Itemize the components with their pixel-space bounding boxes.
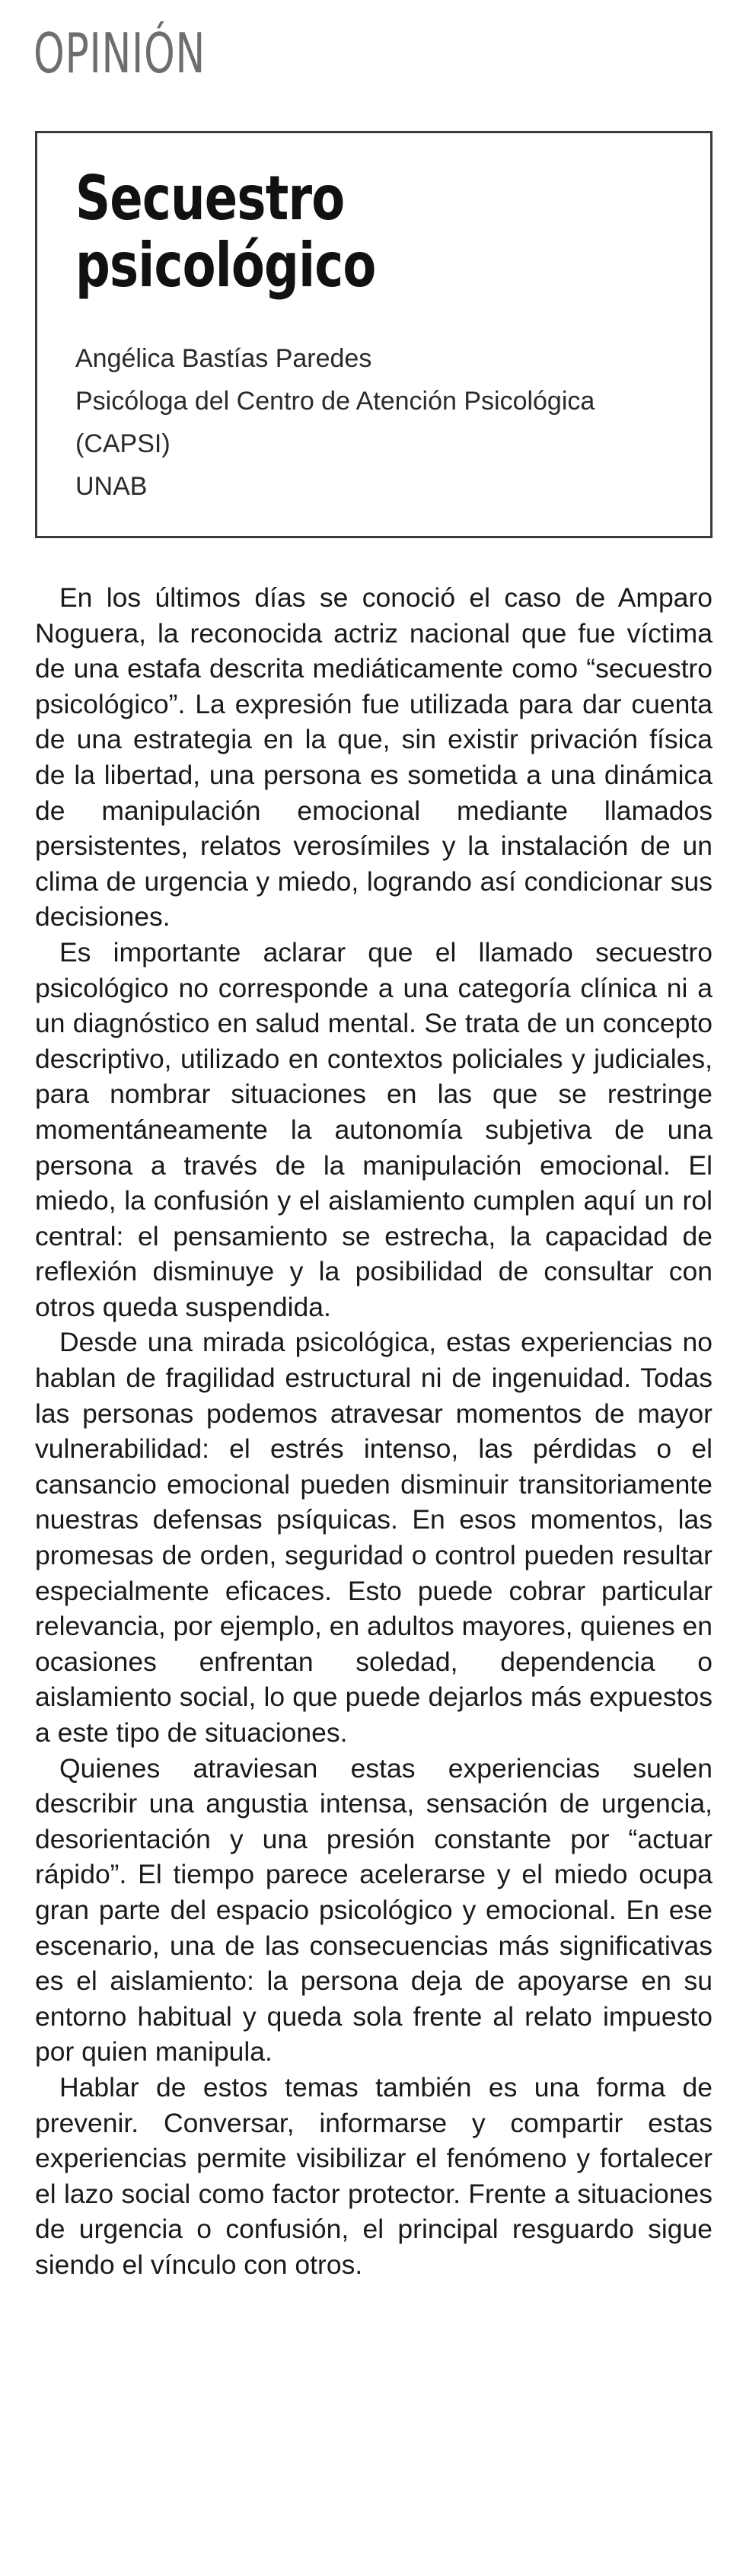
author-institution: UNAB xyxy=(75,472,148,501)
article-paragraph: Quienes atraviesan estas experiencias suelen describir una angustia intensa, sensación de urgencia, desorientación y una presión constante por “actuar rápido”. El tiempo parece acelerarse y el miedo ocupa gran parte del espacio psicológico y emocional. En ese escenario, una de las consecuencias más significativas es el aislamiento: la persona deja de apoyarse en su entorno habitual y queda sola frente al relato impuesto por quien manipula. xyxy=(35,1752,713,2067)
article-paragraph: Hablar de estos temas también es una forma de prevenir. Conversar, informarse y compartir estas experiencias permite visibilizar el fenómeno y fortalecer el lazo social como factor protector. Frente a situaciones de urgencia o confusión, el principal resguardo sigue siendo el vínculo con otros. xyxy=(35,2071,713,2280)
article-paragraph: En los últimos días se conoció el caso de Amparo Noguera, la reconocida actriz nacional que fue víctima de una estafa descrita mediáticamente como “secuestro psicológico”. La expresión fue utilizada para dar cuenta de una estrategia en la que, sin existir privación física de la libertad, una persona es sometida a una dinámica de manipulación emocional mediante llamados persistentes, relatos verosímiles y la instalación de un clima de urgencia y miedo, logrando así condicionar sus decisiones. xyxy=(35,582,713,933)
article-body xyxy=(35,580,713,2283)
article-paragraph: Desde una mirada psicológica, estas experiencias no hablan de fragilidad estructural ni de ingenuidad. Todas las personas podemos atravesar momentos de mayor vulnerabilidad: el estrés intenso, las pérdidas o el cansancio emocional pueden disminuir transitoriamente nuestras defensas psíquicas. En esos momentos, las promesas de orden, seguridad o control pueden resultar especialmente eficaces. Esto puede cobrar particular relevancia, por ejemplo, en adultos mayores, quienes en ocasiones enfrentan soledad, dependencia o aislamiento social, lo que puede dejarlos más expuestos a este tipo de situaciones. xyxy=(35,1327,713,1748)
article-paragraph: Es importante aclarar que el llamado secuestro psicológico no corresponde a una categoría clínica ni a un diagnóstico en salud mental. Se trata de un concepto descriptivo, utilizado en contextos policiales y judiciales, para nombrar situaciones en las que se restringe momentáneamente la autonomía subjetiva de una persona a través de la manipulación emocional. El miedo, la confusión y el aislamiento cumplen aquí un rol central: el pensamiento se estrecha, la capacidad de reflexión disminuye y la posibilidad de consultar con otros queda suspendida. xyxy=(35,936,713,1322)
section-label: OPINIÓN xyxy=(33,21,206,85)
author-role: Psicóloga del Centro de Atención Psicológica xyxy=(75,387,595,416)
author-name: Angélica Bastías Paredes xyxy=(75,344,372,373)
headline: Secuestro psicológico xyxy=(75,163,376,301)
byline xyxy=(75,337,595,508)
headline-box xyxy=(35,131,713,538)
author-role-acronym: (CAPSI) xyxy=(75,429,171,458)
